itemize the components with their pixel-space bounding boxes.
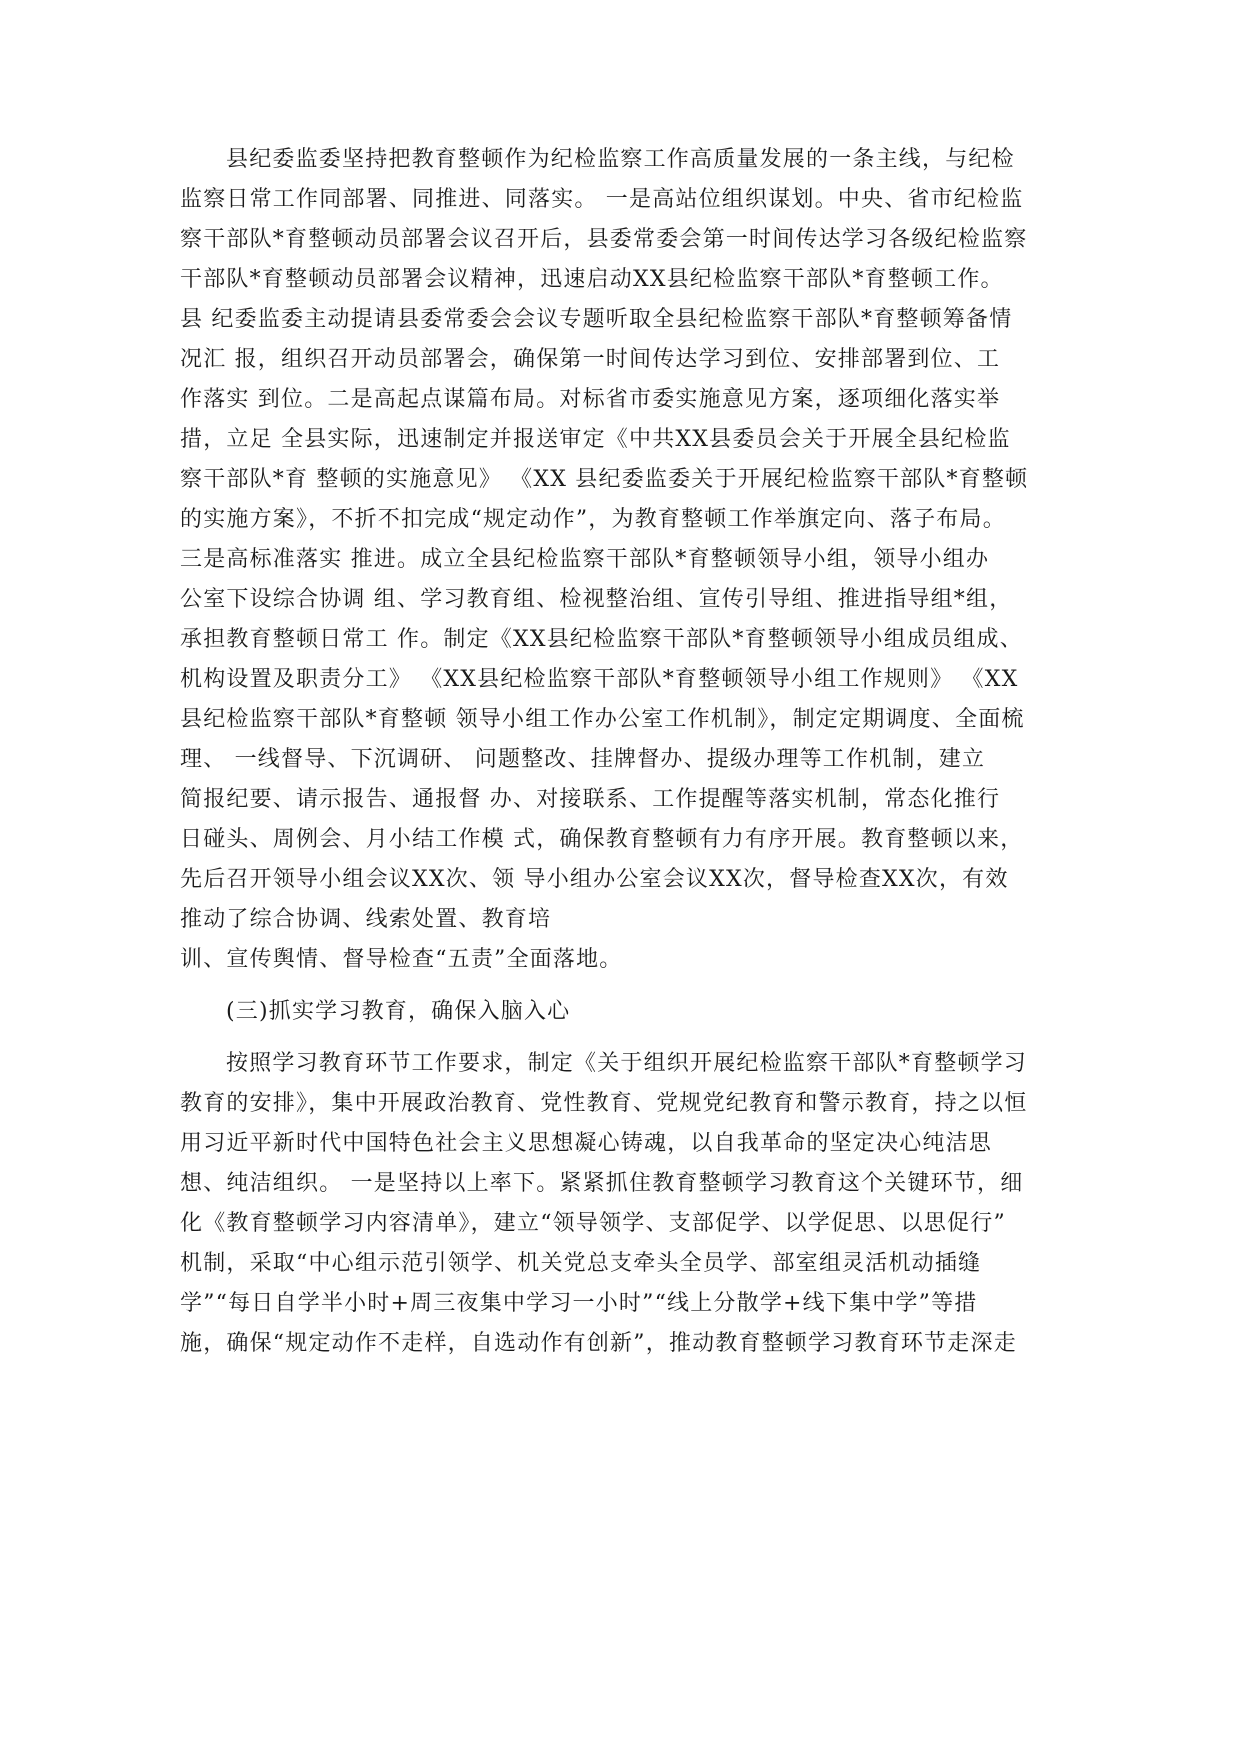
paragraph-line: 机制，采取“中心组示范引领学、机关党总支牵头全员学、部室组灵活机动插缝 [180, 1251, 982, 1276]
paragraph-line: 公室下设综合协调 组、学习教育组、检视整治组、宣传引导组、推进指导组*组， [180, 587, 1013, 612]
paragraph-line: 日碰头、周例会、月小结工作模 式，确保教育整顿有力有序开展。教育整顿以来， [180, 827, 1024, 852]
paragraph-line: 监察日常工作同部署、同推进、同落实。 一是高站位组织谋划。中央、省市纪检监 [180, 187, 1024, 212]
paragraph-line: 干部队*育整顿动员部署会议精神，迅速启动XX县纪检监察干部队*育整顿工作。 [180, 267, 1004, 292]
paragraph-line: 先后召开领导小组会议XX次、领 导小组办公室会议XX次，督导检查XX次，有效 [180, 867, 1009, 892]
paragraph-line: 措，立足 全县实际，迅速制定并报送审定《中共XX县委员会关于开展全县纪检监 [180, 427, 1011, 452]
paragraph-line: 简报纪要、请示报告、通报督 办、对接联系、工作提醒等落实机制，常态化推行 [180, 787, 1001, 812]
paragraph-line: 察干部队*育整顿动员部署会议召开后，县委常委会第一时间传达学习各级纪检监察 [180, 227, 1028, 252]
paragraph-line: 况汇 报，组织召开动员部署会，确保第一时间传达学习到位、安排部署到位、工 [180, 347, 1001, 372]
section-heading: (三)抓实学习教育，确保入脑入心 [226, 999, 571, 1024]
paragraph-line: 的实施方案》，不折不扣完成“规定动作”，为教育整顿工作举旗定向、落子布局。 [180, 507, 1006, 532]
paragraph-line: 理、 一线督导、下沉调研、 问题整改、挂牌督办、提级办理等工作机制，建立 [180, 747, 986, 772]
paragraph-line: 学”“每日自学半小时+周三夜集中学习一小时”“线上分散学+线下集中学”等措 [180, 1291, 978, 1316]
paragraph-line: 县纪委监委坚持把教育整顿作为纪检监察工作高质量发展的一条主线，与纪检 [226, 147, 1015, 172]
paragraph-line: 承担教育整顿日常工 作。制定《XX县纪检监察干部队*育整顿领导小组成员组成、 [180, 627, 1023, 652]
paragraph-line: 三是高标准落实 推进。成立全县纪检监察干部队*育整顿领导小组，领导小组办 [180, 547, 990, 572]
paragraph-section1 [180, 140, 1080, 980]
paragraph-line: 想、纯洁组织。 一是坚持以上率下。紧紧抓住教育整顿学习教育这个关键环节，细 [180, 1171, 1024, 1196]
paragraph-line: 推动了综合协调、线索处置、教育培 [180, 907, 552, 932]
paragraph-line: 施，确保“规定动作不走样，自选动作有创新”，推动教育整顿学习教育环节走深走 [180, 1331, 1017, 1356]
paragraph-line: 机构设置及职责分工》 《XX县纪检监察干部队*育整顿领导小组工作规则》 《XX [180, 667, 1019, 692]
paragraph-line: 教育的安排》，集中开展政治教育、党性教育、党规党纪教育和警示教育，持之以恒 [180, 1091, 1028, 1116]
paragraph-line: 按照学习教育环节工作要求，制定《关于组织开展纪检监察干部队*育整顿学习 [226, 1051, 1028, 1076]
paragraph-line: 县 纪委监委主动提请县委常委会会议专题听取全县纪检监察干部队*育整顿筹备情 [180, 307, 1013, 332]
document-page [180, 140, 1080, 1364]
paragraph-line: 化《教育整顿学习内容清单》，建立“领导领学、支部促学、以学促思、以思促行” [180, 1211, 1006, 1236]
paragraph-section2 [180, 1044, 1080, 1364]
paragraph-line: 训、宣传舆情、督导检查“五责”全面落地。 [180, 947, 623, 972]
paragraph-line: 作落实 到位。二是高起点谋篇布局。对标省市委实施意见方案，逐项细化落实举 [180, 387, 1001, 412]
paragraph-line: 察干部队*育 整顿的实施意见》 《XX 县纪委监委关于开展纪检监察干部队*育整顿 [180, 467, 1029, 492]
paragraph-line: 用习近平新时代中国特色社会主义思想凝心铸魂，以自我革命的坚定决心纯洁思 [180, 1131, 993, 1156]
paragraph-line: 县纪检监察干部队*育整顿 领导小组工作办公室工作机制》，制定定期调度、全面梳 [180, 707, 1025, 732]
